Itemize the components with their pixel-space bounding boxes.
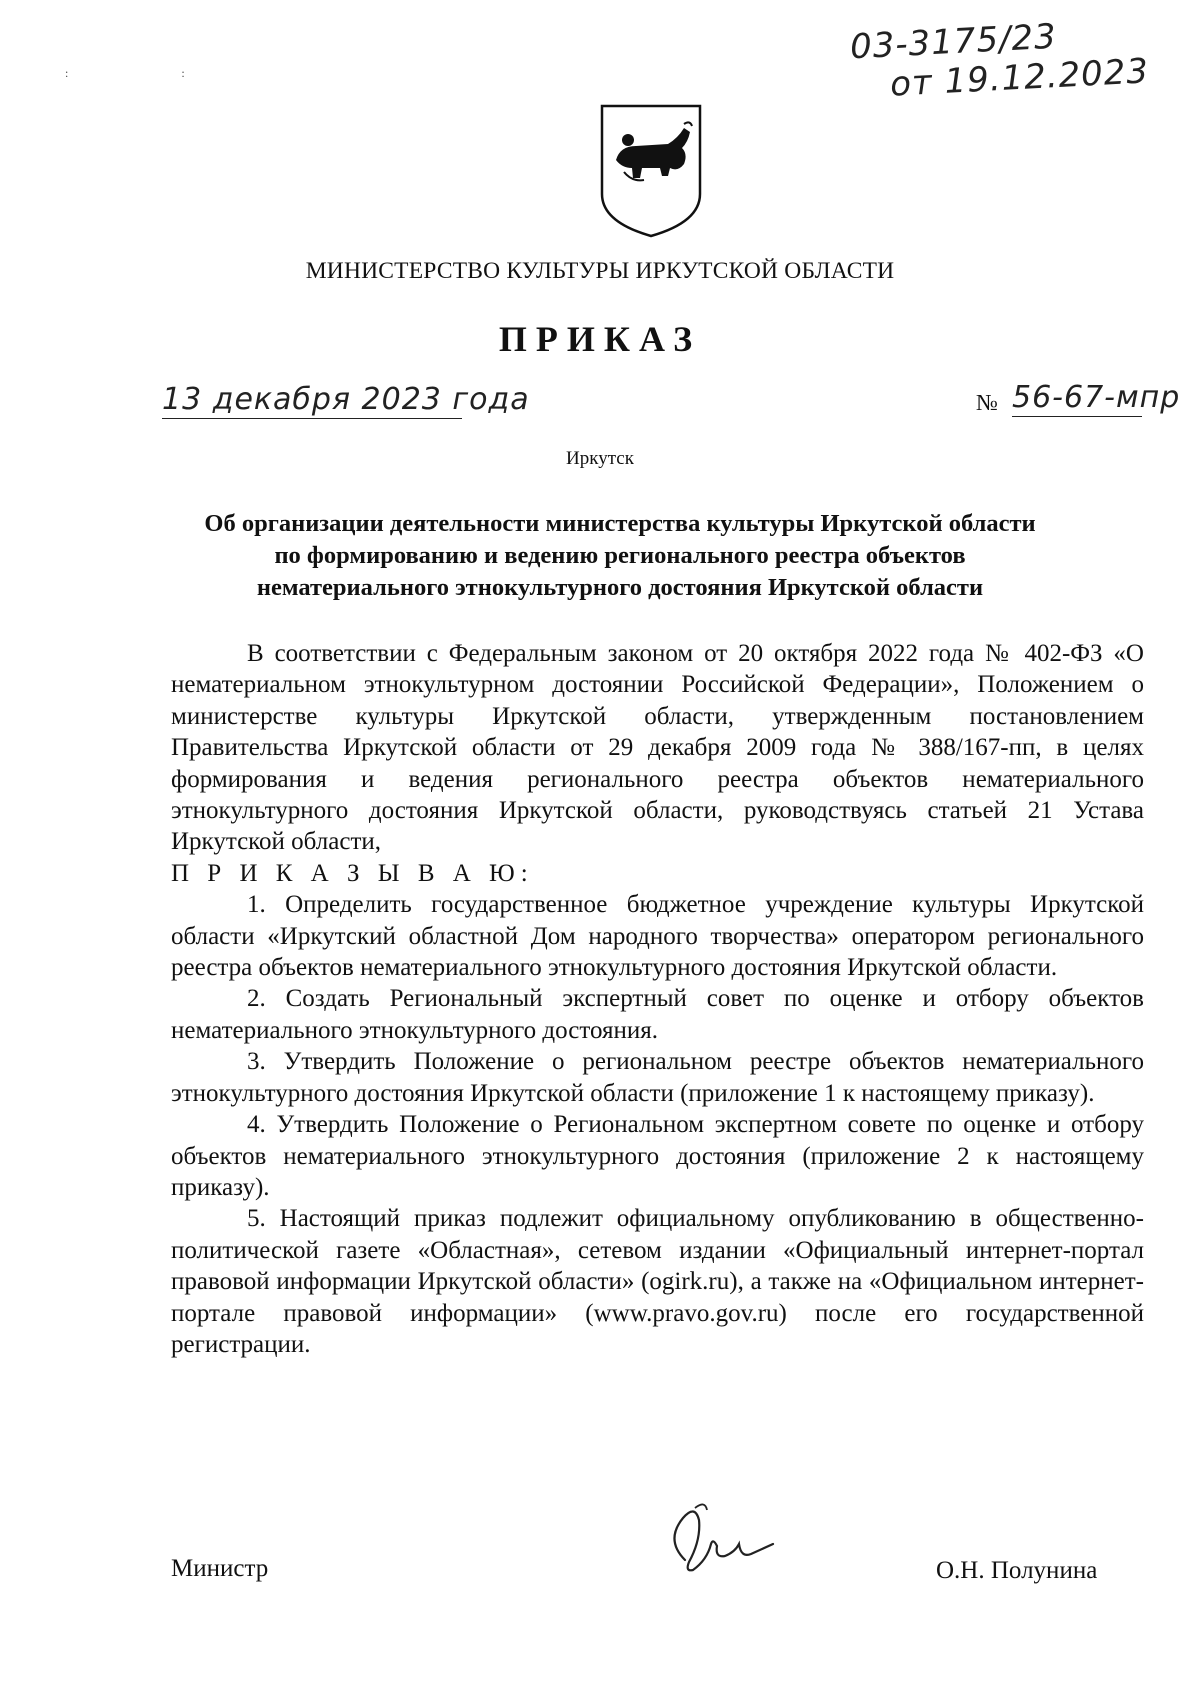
order-date-text: 13 декабря 2023 года <box>162 382 530 417</box>
order-item: 2. Создать Региональный экспертный совет по оценке и отбору объектов нематериального этнокультурного достояния. <box>171 985 1144 1044</box>
city: Иркутск <box>566 448 634 469</box>
order-item: 4. Утвердить Положение о Региональном экспертном совете по оценке и отбору объектов нематериального этнокультурного достояния (приложение 2 к настоящему приказу). <box>171 1111 1144 1201</box>
ministry-name: МИНИСТЕРСТВО КУЛЬТУРЫ ИРКУТСКОЙ ОБЛАСТИ <box>305 258 895 284</box>
registration-number: 03-3175/23 <box>849 16 1058 68</box>
decree-word: П Р И К А З Ы В А Ю: <box>171 859 534 887</box>
order-number-label: № <box>976 390 998 415</box>
order-number <box>1012 380 1180 415</box>
signer-name: О.Н. Полунина <box>936 1557 1098 1584</box>
preamble-paragraph: В соответствии с Федеральным законом от 20 октября 2022 года № 402-ФЗ «О нематериальном этнокультурном достоянии Российской Федерации», Положением о министерстве культуры Иркутской области, утвержденным постановлением Правительства Иркутской области от 29 декабря 2009 года № 388/167-пп, в целях формирования и ведения регионального реестра объектов нематериального этнокультурного достояния Иркутской области, руководствуясь статьей 21 Устава Иркутской области, <box>171 640 1144 856</box>
registration-date: от 19.12.2023 <box>889 51 1150 105</box>
order-body <box>171 638 1144 1360</box>
order-subject: Об организации деятельности министерства культуры Иркутской области по формированию и ведению регионального реестра объектов нематериального этнокультурного достояния Иркутской области <box>204 510 1036 601</box>
coat-of-arms-emblem <box>598 102 704 238</box>
scan-specks: : : <box>65 66 240 80</box>
order-item: 3. Утвердить Положение о региональном реестре объектов нематериального этнокультурного достояния Иркутской области (приложение 1 к настоящему приказу). <box>171 1048 1144 1107</box>
signer-role: Министр <box>171 1555 269 1582</box>
order-number-text: 56-67-мпр <box>1012 380 1181 415</box>
order-item: 1. Определить государственное бюджетное учреждение культуры Иркутской области «Иркутский областной Дом народного творчества» оператором регионального реестра объектов нематериального этнокультурного достояния Иркутской области. <box>171 891 1144 982</box>
order-date-underline <box>162 418 462 419</box>
order-item: 5. Настоящий приказ подлежит официальному опубликованию в общественно-политической газете «Областная», сетевом издании «Официальный интернет-портал правовой информации Иркутской области» (ogirk.ru), а также на «Официальном интернет-портале правовой информации» (www.pravo.gov.ru) после его государственной регистрации. <box>171 1205 1144 1358</box>
document-type-title: ПРИКАЗ <box>498 319 702 359</box>
order-number-underline <box>1012 416 1142 417</box>
handwritten-signature <box>655 1500 775 1580</box>
order-date <box>162 382 530 417</box>
